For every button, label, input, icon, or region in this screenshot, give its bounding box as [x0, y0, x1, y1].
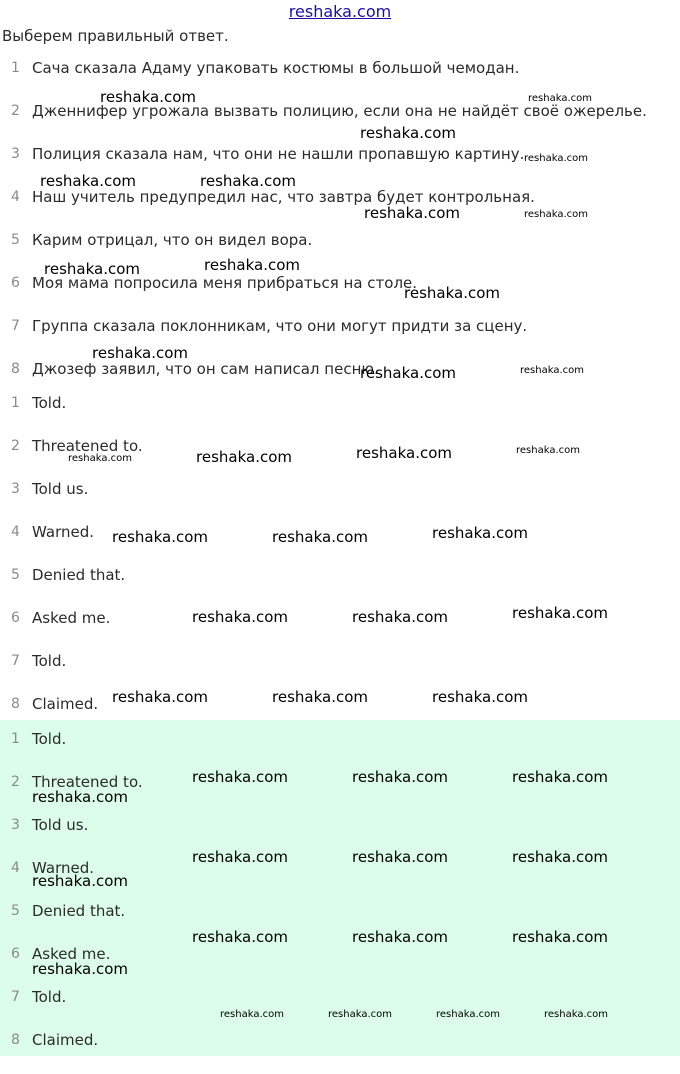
item-number: 2: [11, 438, 20, 454]
item-number: 5: [11, 903, 20, 919]
watermark-text: reshaka.com: [192, 928, 288, 946]
watermark-text: reshaka.com: [192, 608, 288, 626]
list-item: [0, 274, 680, 317]
item-number: 7: [11, 989, 20, 1005]
item-number: 6: [11, 610, 20, 626]
watermark-text: reshaka.com: [32, 960, 128, 978]
watermark-text: reshaka.com: [352, 608, 448, 626]
watermark-text: reshaka.com: [512, 768, 608, 786]
item-number: 4: [11, 524, 20, 540]
list-item: [0, 1031, 680, 1074]
list-item: [0, 566, 680, 609]
item-number: 5: [11, 567, 20, 583]
item-text: Сача сказала Адаму упаковать костюмы в большой чемодан.: [32, 59, 520, 77]
item-text: Threatened to.: [32, 773, 143, 791]
watermark-text: reshaka.com: [220, 1009, 284, 1020]
watermark-text: reshaka.com: [544, 1009, 608, 1020]
item-text: Denied that.: [32, 566, 126, 584]
item-text: Told us.: [32, 816, 89, 834]
watermark-text: reshaka.com: [352, 768, 448, 786]
list-item: [0, 102, 680, 145]
item-number: 4: [11, 860, 20, 876]
watermark-text: reshaka.com: [360, 124, 456, 142]
item-text: Told us.: [32, 480, 89, 498]
watermark-text: reshaka.com: [360, 364, 456, 382]
watermark-text: reshaka.com: [40, 172, 136, 190]
watermark-text: reshaka.com: [272, 528, 368, 546]
item-text: Карим отрицал, что он видел вора.: [32, 231, 313, 249]
item-text: Claimed.: [32, 1031, 99, 1049]
item-number: 5: [11, 232, 20, 248]
watermark-text: reshaka.com: [192, 848, 288, 866]
watermark-text: reshaka.com: [100, 88, 196, 106]
item-text: Asked me.: [32, 609, 111, 627]
item-text: Denied that.: [32, 902, 126, 920]
item-text: Warned.: [32, 859, 94, 877]
watermark-text: reshaka.com: [112, 528, 208, 546]
site-link[interactable]: reshaka.com: [288, 2, 392, 21]
item-number: 4: [11, 189, 20, 205]
watermark-text: reshaka.com: [432, 688, 528, 706]
item-text: Told.: [32, 394, 67, 412]
watermark-text: reshaka.com: [512, 928, 608, 946]
watermark-text: reshaka.com: [436, 1009, 500, 1020]
item-number: 3: [11, 817, 20, 833]
watermark-text: reshaka.com: [404, 284, 500, 302]
watermark-text: reshaka.com: [356, 444, 452, 462]
list-item: [0, 394, 680, 437]
item-number: 3: [11, 146, 20, 162]
watermark-text: reshaka.com: [516, 445, 580, 456]
watermark-text: reshaka.com: [44, 260, 140, 278]
watermark-text: reshaka.com: [200, 172, 296, 190]
item-number: 1: [11, 60, 20, 76]
item-text: Warned.: [32, 523, 94, 541]
watermark-text: reshaka.com: [272, 688, 368, 706]
item-number: 6: [11, 275, 20, 291]
item-number: 8: [11, 361, 20, 377]
item-number: 7: [11, 318, 20, 334]
watermark-text: reshaka.com: [432, 524, 528, 542]
watermark-text: reshaka.com: [528, 93, 592, 104]
watermark-text: reshaka.com: [32, 788, 128, 806]
item-number: 7: [11, 653, 20, 669]
watermark-text: reshaka.com: [352, 848, 448, 866]
item-text: Полиция сказала нам, что они не нашли пропавшую картину.: [32, 145, 525, 163]
watermark-text: reshaka.com: [196, 448, 292, 466]
item-text: Claimed.: [32, 695, 99, 713]
item-number: 1: [11, 395, 20, 411]
watermark-text: reshaka.com: [524, 153, 588, 164]
watermark-text: reshaka.com: [92, 344, 188, 362]
item-text: Asked me.: [32, 945, 111, 963]
item-text: Группа сказала поклонникам, что они могут придти за сцену.: [32, 317, 528, 335]
watermark-text: reshaka.com: [512, 848, 608, 866]
watermark-text: reshaka.com: [524, 209, 588, 220]
item-number: 3: [11, 481, 20, 497]
item-number: 6: [11, 946, 20, 962]
watermark-text: reshaka.com: [32, 872, 128, 890]
watermark-text: reshaka.com: [68, 453, 132, 464]
item-text: Моя мама попросила меня прибраться на столе.: [32, 274, 418, 292]
list-item: [0, 480, 680, 523]
item-text: Told.: [32, 652, 67, 670]
list-item: [0, 730, 680, 773]
watermark-text: reshaka.com: [520, 365, 584, 376]
watermark-text: reshaka.com: [352, 928, 448, 946]
intro-text: Выберем правильный ответ.: [2, 27, 229, 45]
item-number: 8: [11, 1032, 20, 1048]
watermark-text: reshaka.com: [192, 768, 288, 786]
watermark-text: reshaka.com: [328, 1009, 392, 1020]
watermark-text: reshaka.com: [204, 256, 300, 274]
item-text: Threatened to.: [32, 437, 143, 455]
item-text: Джозеф заявил, что он сам написал песню.: [32, 360, 379, 378]
watermark-text: reshaka.com: [364, 204, 460, 222]
item-text: Дженнифер угрожала вызвать полицию, если она не найдёт своё ожерелье.: [32, 102, 647, 120]
item-text: Наш учитель предупредил нас, что завтра будет контрольная.: [32, 188, 535, 206]
item-text: Told.: [32, 730, 67, 748]
item-number: 8: [11, 696, 20, 712]
item-number: 1: [11, 731, 20, 747]
item-text: Told.: [32, 988, 67, 1006]
watermark-text: reshaka.com: [112, 688, 208, 706]
item-number: 2: [11, 103, 20, 119]
item-number: 2: [11, 774, 20, 790]
watermark-text: reshaka.com: [512, 604, 608, 622]
